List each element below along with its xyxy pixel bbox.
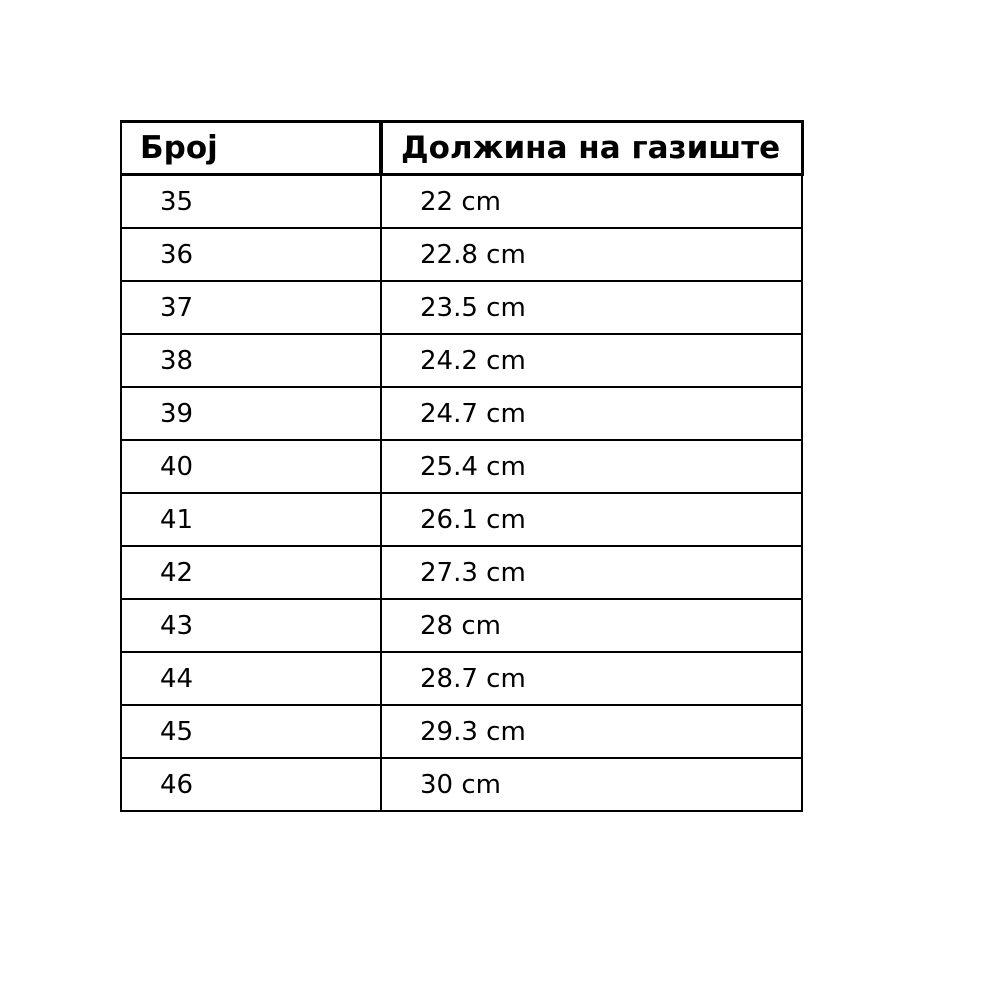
size-cell: 44 — [121, 652, 381, 705]
table-row — [121, 652, 802, 705]
size-cell: 35 — [121, 175, 381, 229]
length-cell: 30 cm — [381, 758, 802, 811]
table-row — [121, 387, 802, 440]
table-body — [121, 175, 802, 812]
size-cell: 38 — [121, 334, 381, 387]
length-cell: 25.4 cm — [381, 440, 802, 493]
length-cell: 24.2 cm — [381, 334, 802, 387]
size-cell: 36 — [121, 228, 381, 281]
table-row — [121, 281, 802, 334]
table-row — [121, 599, 802, 652]
header-size: Број — [121, 122, 381, 175]
length-cell: 26.1 cm — [381, 493, 802, 546]
length-cell: 28 cm — [381, 599, 802, 652]
size-cell: 42 — [121, 546, 381, 599]
length-cell: 23.5 cm — [381, 281, 802, 334]
table-header — [121, 122, 802, 175]
size-cell: 43 — [121, 599, 381, 652]
length-cell: 22 cm — [381, 175, 802, 229]
length-cell: 22.8 cm — [381, 228, 802, 281]
size-cell: 37 — [121, 281, 381, 334]
size-cell: 45 — [121, 705, 381, 758]
table-row — [121, 758, 802, 811]
table-row — [121, 334, 802, 387]
length-cell: 27.3 cm — [381, 546, 802, 599]
header-row — [121, 122, 802, 175]
table-row — [121, 705, 802, 758]
length-cell: 28.7 cm — [381, 652, 802, 705]
size-cell: 40 — [121, 440, 381, 493]
table-row — [121, 546, 802, 599]
size-cell: 46 — [121, 758, 381, 811]
table-row — [121, 440, 802, 493]
size-cell: 41 — [121, 493, 381, 546]
length-cell: 24.7 cm — [381, 387, 802, 440]
size-chart-table — [120, 120, 804, 812]
header-length: Должина на газиште — [381, 122, 802, 175]
table-row — [121, 228, 802, 281]
table-row — [121, 493, 802, 546]
table-row — [121, 175, 802, 229]
size-cell: 39 — [121, 387, 381, 440]
length-cell: 29.3 cm — [381, 705, 802, 758]
